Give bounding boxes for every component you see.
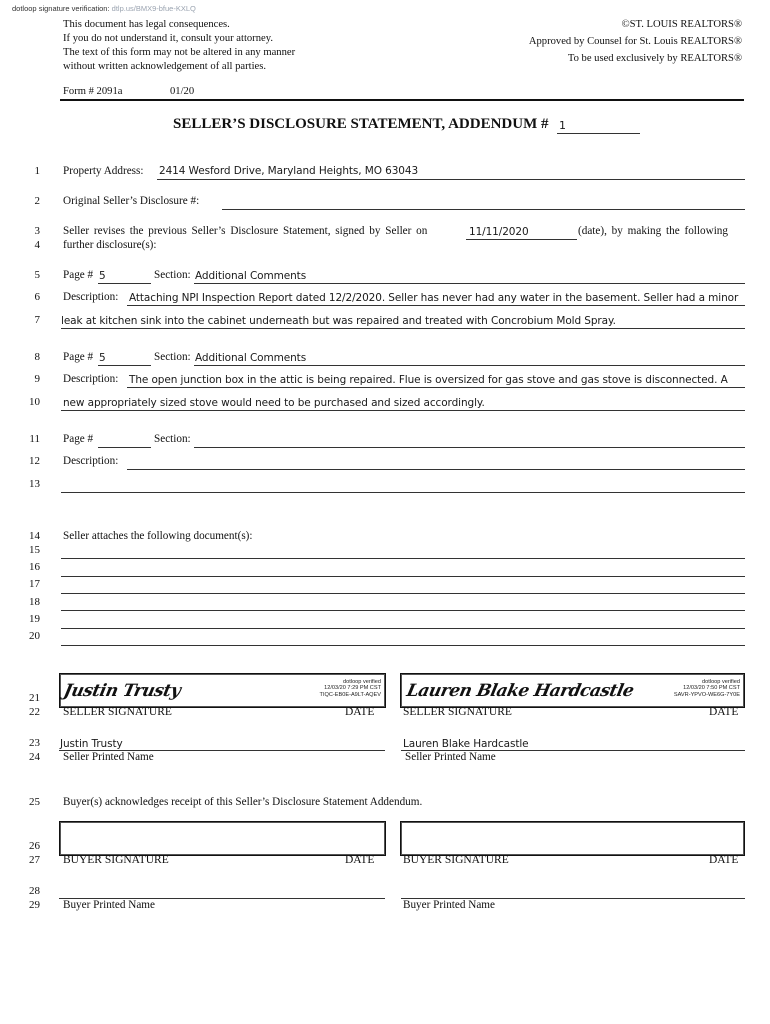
revise-text-end: (date), by making the following: [578, 225, 728, 237]
attachments-label: Seller attaches the following document(s):: [63, 530, 253, 542]
description-continued-value[interactable]: new appropriately sized stove would need to be purchased and sized accordingly.: [63, 397, 485, 409]
description-continued-value[interactable]: leak at kitchen sink into the cabinet underneath but was repaired and treated with Concrobium Mold Spray.: [61, 315, 616, 327]
page-line: [98, 283, 151, 284]
line-number: 1: [34, 165, 40, 177]
section-line: [194, 283, 745, 284]
page-value[interactable]: 5: [99, 352, 106, 364]
line-number: 4: [34, 239, 40, 251]
buyer-printed-name-label: Buyer Printed Name: [63, 899, 155, 911]
form-date: 01/20: [170, 86, 195, 97]
attachment-line[interactable]: [61, 576, 745, 577]
description-label: Description:: [63, 455, 119, 467]
description-line: [127, 305, 745, 306]
verification-banner: [12, 4, 196, 13]
attachment-line[interactable]: [61, 628, 745, 629]
legal-notice-line: without written acknowledgement of all parties.: [63, 61, 266, 72]
description-value[interactable]: Attaching NPI Inspection Report dated 12/2/2020. Seller has never had any water in the basement. Seller had a minor: [129, 292, 739, 304]
description-label: Description:: [63, 373, 119, 385]
line-number: 9: [34, 373, 40, 385]
line-number: 16: [29, 561, 40, 573]
line-number: 21: [29, 692, 40, 704]
attachment-line[interactable]: [61, 610, 745, 611]
attachment-line[interactable]: [61, 645, 745, 646]
property-address-value[interactable]: 2414 Wesford Drive, Maryland Heights, MO 63043: [159, 165, 419, 177]
line-number: 8: [34, 351, 40, 363]
line-number: 23: [29, 737, 40, 749]
page-label: Page #: [63, 433, 94, 445]
buyer-signature-label: BUYER SIGNATURE: [63, 854, 169, 866]
line-number: 20: [29, 630, 40, 642]
buyer-signature-box[interactable]: [400, 821, 745, 856]
legal-notice-line: The text of this form may not be altered in any manner: [63, 47, 296, 58]
section-line: [194, 365, 745, 366]
attachment-line[interactable]: [61, 558, 745, 559]
verification-label: dotloop signature verification:: [12, 4, 110, 13]
original-disclosure-label: Original Seller’s Disclosure #:: [63, 195, 200, 207]
seller-signature-label: SELLER SIGNATURE: [63, 706, 172, 718]
copyright-notice: [529, 18, 742, 66]
description-value[interactable]: The open junction box in the attic is being repaired. Flue is oversized for gas stove and gas stove is disconnected. A: [129, 374, 728, 386]
verification-link[interactable]: dtlp.us/BMX9-bfue-KXLQ: [111, 4, 196, 13]
line-number: 28: [29, 885, 40, 897]
header-rule: [60, 99, 744, 101]
verified-line: 12/03/20 7:50 PM CST: [683, 685, 740, 692]
seller-printed-name-label: Seller Printed Name: [405, 751, 496, 763]
description-line: [127, 469, 745, 470]
line-number: 17: [29, 578, 40, 590]
page-line: [98, 447, 151, 448]
verified-line: dotloop verified: [343, 679, 381, 685]
section-label: Section:: [154, 433, 191, 445]
legal-notice-line: This document has legal consequences.: [63, 19, 230, 30]
seller-date-label: DATE: [709, 706, 739, 718]
line-number: 26: [29, 840, 40, 852]
revise-text: Seller revises the previous Seller’s Disclosure Statement, signed by Seller on: [63, 225, 428, 237]
verified-line: dotloop verified: [702, 679, 740, 685]
line-number: 24: [29, 751, 40, 763]
section-line: [194, 447, 745, 448]
original-disclosure-field[interactable]: [222, 209, 745, 210]
legal-notice-line: If you do not understand it, consult your attorney.: [63, 33, 273, 44]
seller-printed-name-value[interactable]: Lauren Blake Hardcastle: [403, 738, 529, 750]
dotloop-verified-stamp: [320, 679, 381, 698]
line-number: 6: [34, 291, 40, 303]
description-label: Description:: [63, 291, 119, 303]
section-value[interactable]: Additional Comments: [195, 352, 307, 364]
line-number: 10: [29, 396, 40, 408]
revise-text-line2: further disclosure(s):: [63, 239, 157, 251]
revise-date-value[interactable]: 11/11/2020: [469, 226, 529, 238]
section-value[interactable]: Additional Comments: [195, 270, 307, 282]
description-continued-line: [61, 410, 745, 411]
description-continued-line: [61, 328, 745, 329]
line-number: 25: [29, 796, 40, 808]
attachment-line[interactable]: [61, 593, 745, 594]
page-label: Page #: [63, 351, 94, 363]
seller-signature-box[interactable]: [400, 673, 745, 708]
section-label: Section:: [154, 269, 191, 281]
property-address-line: [157, 179, 745, 180]
line-number: 13: [29, 478, 40, 490]
seller-signature-label: SELLER SIGNATURE: [403, 706, 512, 718]
line-number: 14: [29, 530, 40, 542]
page-title: SELLER’S DISCLOSURE STATEMENT, ADDENDUM #: [173, 116, 549, 132]
revise-date-line: [466, 239, 577, 240]
seller-printed-name-label: Seller Printed Name: [63, 751, 154, 763]
verified-line: TIQC-EB0E-A9LT-AQEV: [319, 691, 381, 698]
seller-signature-image: Justin Trusty: [61, 681, 183, 701]
line-number: 12: [29, 455, 40, 467]
description-line: [127, 387, 745, 388]
buyer-printed-name-label: Buyer Printed Name: [403, 899, 495, 911]
page-line: [98, 365, 151, 366]
buyer-signature-box[interactable]: [59, 821, 386, 856]
copyright-line: To be used exclusively by REALTORS®: [567, 53, 742, 64]
line-number: 5: [34, 269, 40, 281]
seller-signature-image: Lauren Blake Hardcastle: [404, 681, 636, 701]
copyright-line: Approved by Counsel for St. Louis REALTORS®: [528, 36, 742, 47]
section-label: Section:: [154, 351, 191, 363]
seller-signature-box[interactable]: [59, 673, 386, 708]
page-label: Page #: [63, 269, 94, 281]
verified-line: SAVR-YPVO-WE6G-7Y0E: [673, 691, 740, 698]
buyer-date-label: DATE: [709, 854, 739, 866]
form-number: Form # 2091a: [63, 86, 123, 97]
buyer-date-label: DATE: [345, 854, 375, 866]
line-number: 11: [29, 433, 40, 445]
line-number: 3: [34, 225, 40, 237]
verified-line: 12/03/20 7:29 PM CST: [324, 685, 381, 692]
page-value[interactable]: 5: [99, 270, 106, 282]
dotloop-verified-stamp: [674, 679, 740, 698]
line-number: 19: [29, 613, 40, 625]
buyer-signature-label: BUYER SIGNATURE: [403, 854, 509, 866]
seller-date-label: DATE: [345, 706, 375, 718]
line-number: 29: [29, 899, 40, 911]
legal-notice: [63, 18, 295, 74]
line-number: 7: [34, 314, 40, 326]
property-address-label: Property Address:: [63, 165, 144, 177]
copyright-line: ©ST. LOUIS REALTORS®: [621, 19, 742, 30]
line-number: 22: [29, 706, 40, 718]
line-number: 18: [29, 596, 40, 608]
line-number: 15: [29, 544, 40, 556]
addendum-number-line: [557, 133, 640, 134]
line-number: 27: [29, 854, 40, 866]
seller-printed-name-value[interactable]: Justin Trusty: [60, 738, 123, 750]
buyer-acknowledgement: Buyer(s) acknowledges receipt of this Seller’s Disclosure Statement Addendum.: [63, 796, 423, 808]
addendum-number[interactable]: 1: [559, 119, 566, 132]
description-continued-line: [61, 492, 745, 493]
line-number: 2: [34, 195, 40, 207]
